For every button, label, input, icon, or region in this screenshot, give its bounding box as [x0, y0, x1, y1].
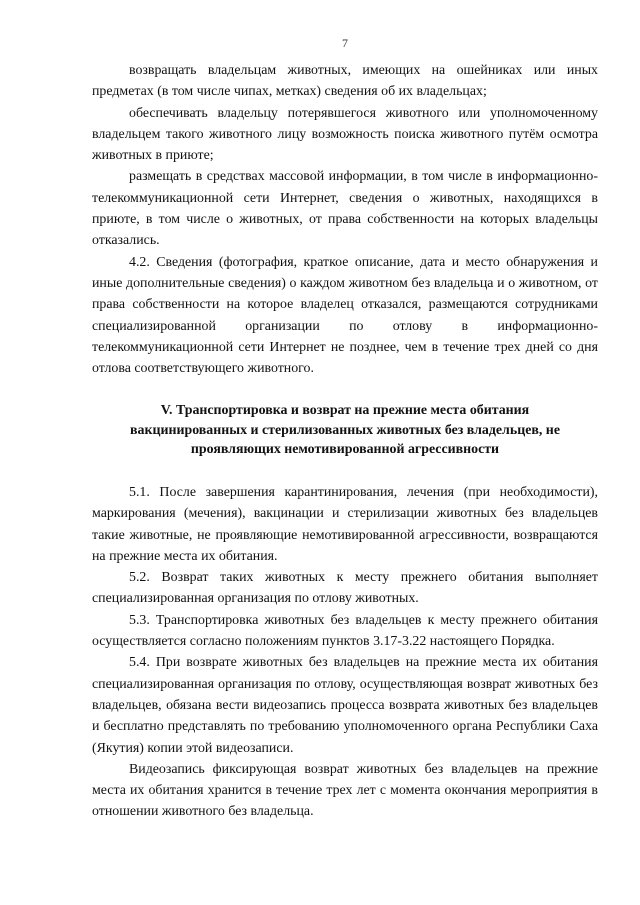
paragraph-5-2: 5.2. Возврат таких животных к месту прежнего обитания выполняет специализированная организация по отлову животных.	[92, 570, 598, 607]
paragraph-5-3: 5.3. Транспортировка животных без владельцев к месту прежнего обитания осуществляется согласно положениям пунктов 3.17-3.22 настоящего Порядка.	[92, 612, 598, 650]
section-title	[92, 401, 598, 460]
page-number: 7	[342, 36, 348, 50]
section-title-line: проявляющих немотивированной агрессивности	[190, 442, 500, 458]
paragraph-video-retention: Видеозапись фиксирующая возврат животных без владельцев на прежние места их обитания хранится в течение трех лет с момента окончания мероприятия в отношении животного без владельца.	[92, 761, 598, 820]
paragraph-4-2: 4.2. Сведения (фотография, краткое описание, дата и место обнаружения и иные дополнительные сведения) о каждом животном без владельца и о животном, от права собственности на которое владелец отказался, размещаются сотрудниками специализированной организации по отлову в информационно-телекоммуникационной сети Интернет не позднее, чем в течение трех дней со дня отлова соответствующего животного.	[92, 254, 598, 377]
paragraph-search-by-owner: обеспечивать владельцу потерявшегося животного или уполномоченному владельцем такого животного лицу возможность поиска животного путём осмотра животных в приюте;	[92, 105, 598, 164]
paragraph-return-to-owners: возвращать владельцам животных, имеющих на ошейниках или иных предметах (в том числе чипах, метках) сведения об их владельцах;	[92, 63, 598, 100]
paragraph-publish-info: размещать в средствах массовой информации, в том числе в информационно-телекоммуникационной сети Интернет, сведения о животных, находящихся в приюте, в том числе о животных, от права собственности на которых владельцы отказались.	[92, 169, 598, 249]
paragraph-5-1: 5.1. После завершения карантинирования, лечения (при необходимости), маркирования (мечения), вакцинации и стерилизации животных без владельцев такие животные, не проявляющие немотивированной агрессивности, возвращаются на прежние места их обитания.	[92, 484, 598, 564]
section-title-line: вакцинированных и стерилизованных животных без владельцев, не	[130, 422, 560, 438]
section-title-line: V. Транспортировка и возврат на прежние места обитания	[160, 403, 530, 419]
paragraph-5-4: 5.4. При возврате животных без владельцев на прежние места их обитания специализированная организация по отлову, осуществляющая возврат животных без владельцев, обязана вести видеозапись процесса возврата животных без владельцев и бесплатно представлять по требованию уполномоченного органа Республики Саха (Якутия) копии этой видеозаписи.	[92, 655, 598, 756]
